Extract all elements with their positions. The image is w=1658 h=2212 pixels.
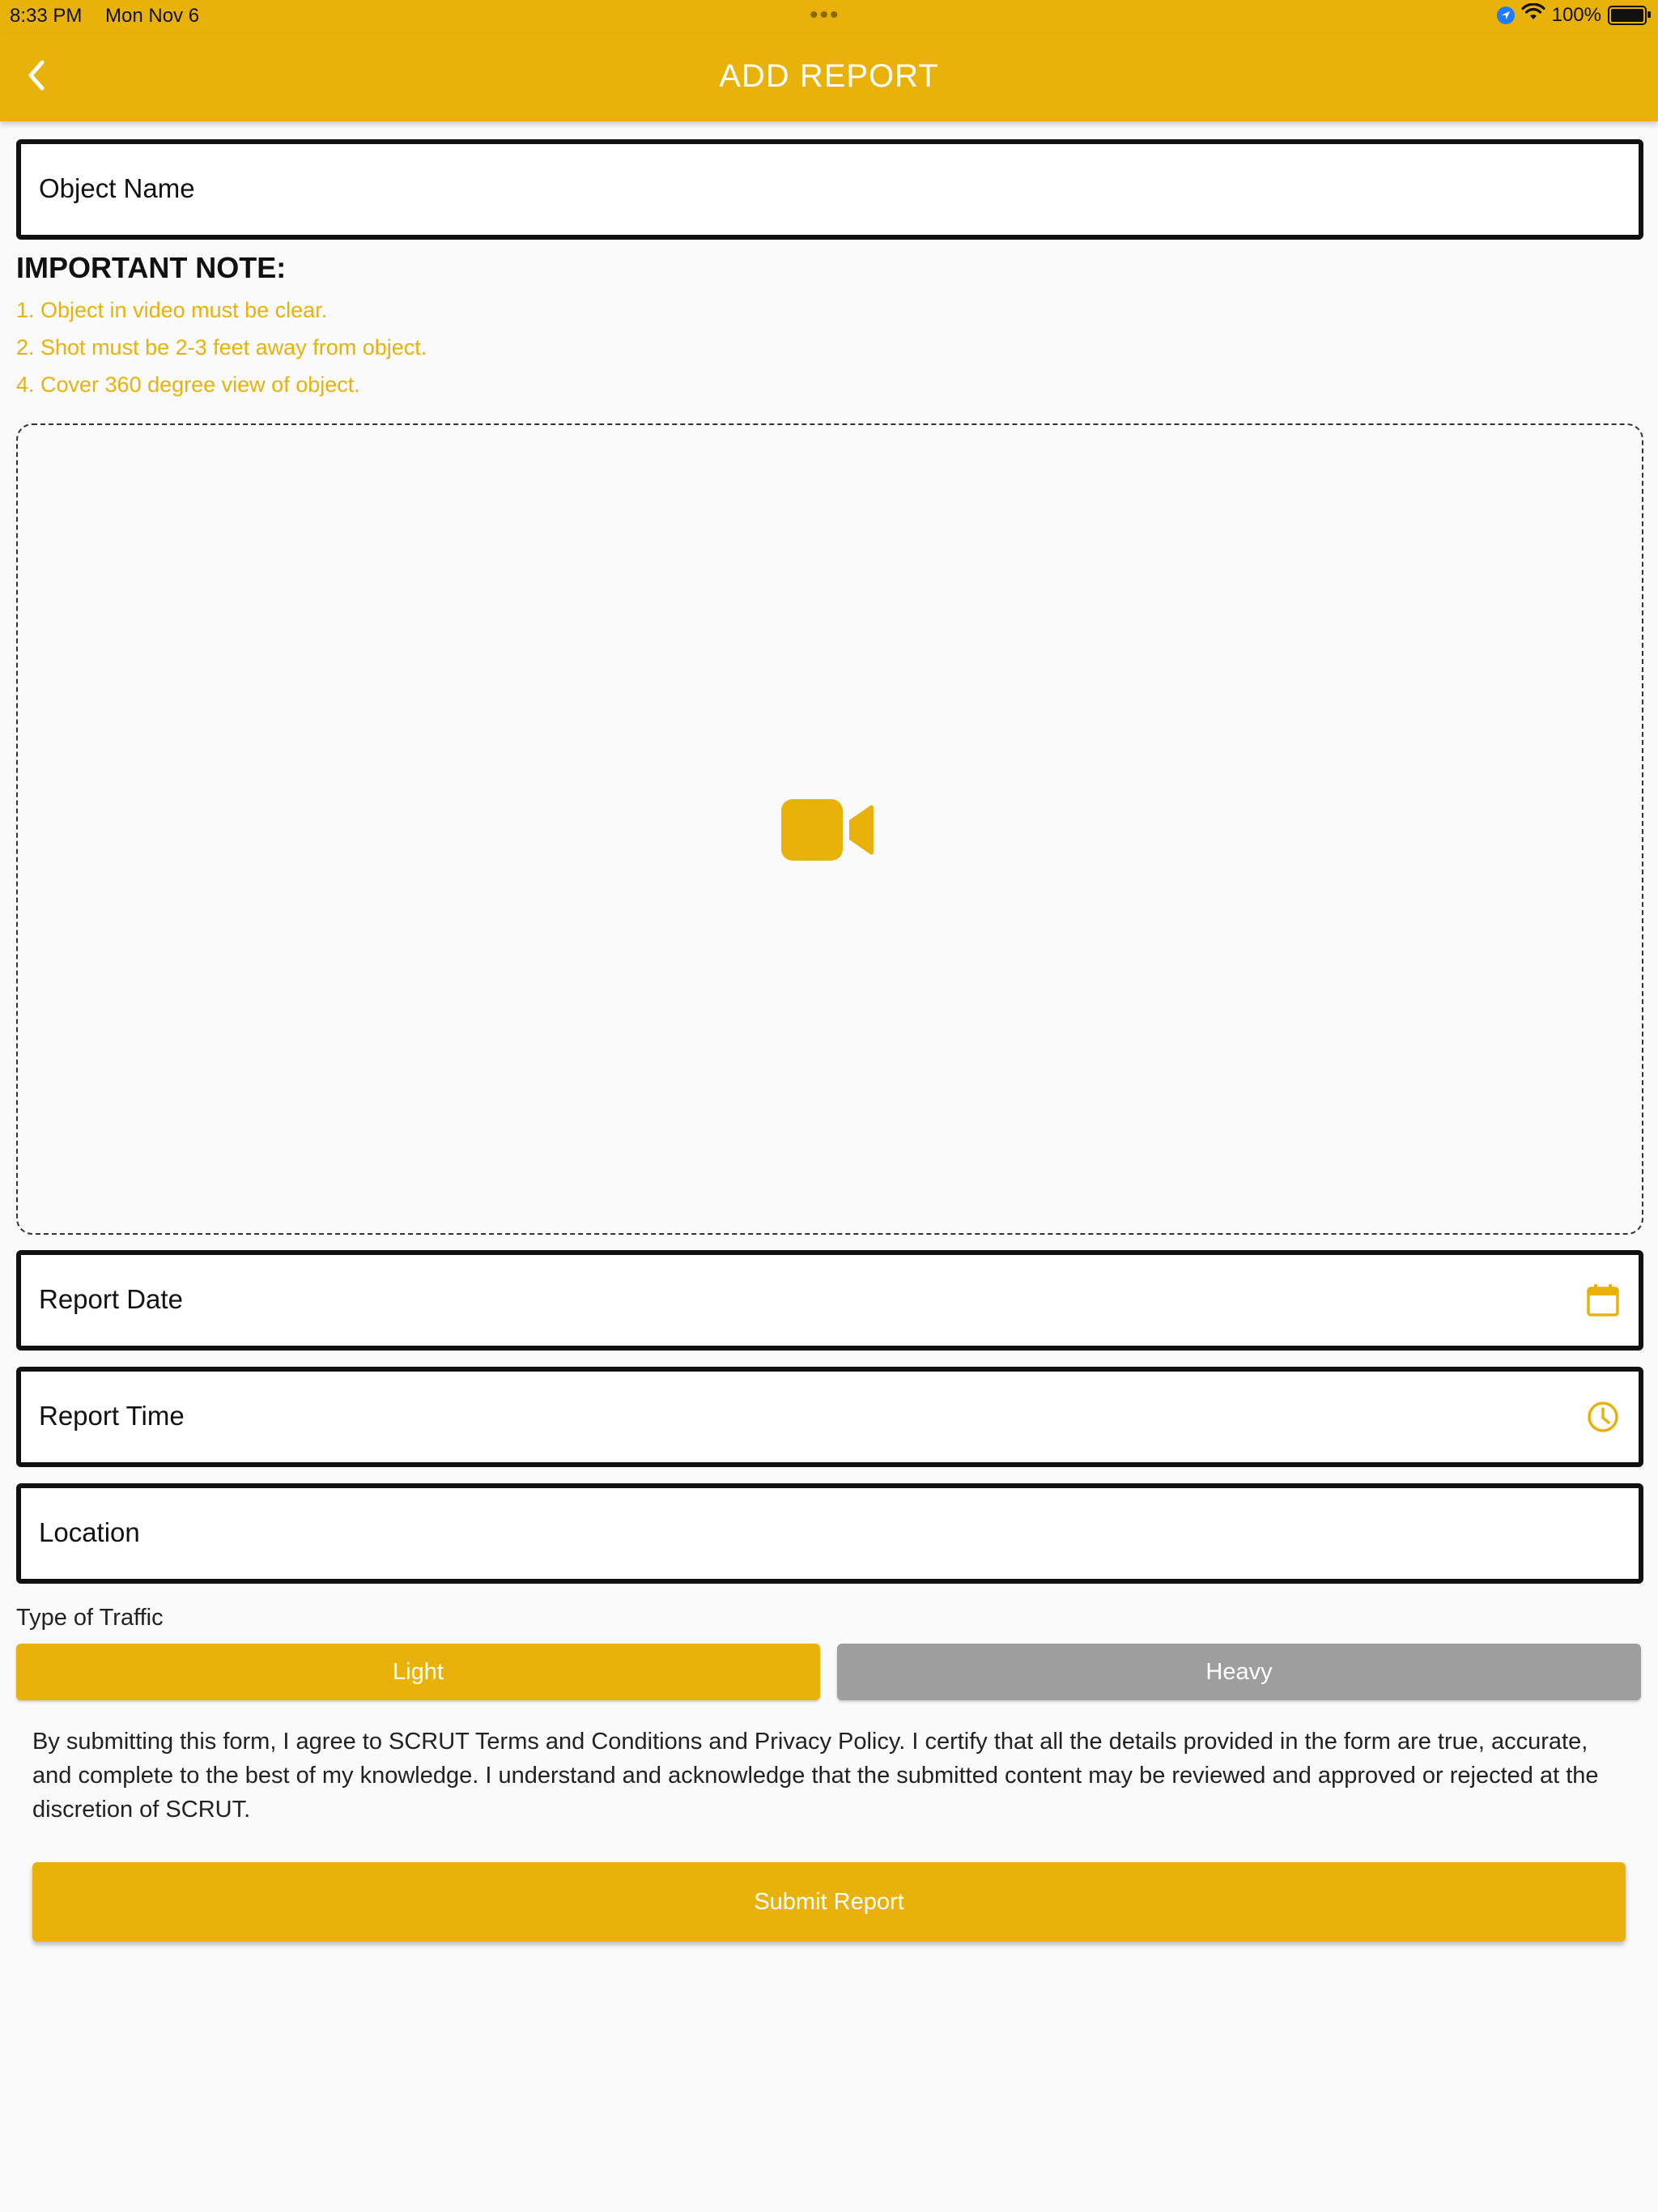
status-date: Mon Nov 6 [105,5,200,27]
traffic-type-label: Type of Traffic [16,1605,164,1631]
note-item: 4. Cover 360 degree view of object. [16,372,360,397]
report-time-field[interactable] [16,1367,1643,1467]
report-date-placeholder: Report Date [39,1284,183,1314]
page-title: ADD REPORT [719,58,939,94]
report-time-placeholder: Report Time [39,1401,185,1431]
submit-report-button[interactable]: Submit Report [32,1862,1626,1942]
wifi-icon [1521,3,1545,27]
multitasking-dots-icon[interactable]: ••• [810,2,840,28]
terms-text: By submitting this form, I agree to SCRUT Terms and Conditions and Privacy Policy. I certify that all the details provided in the form are true, accurate, and complete to the best of my knowledge. I understand and acknowledge that the submitted content may be reviewed and approved or rejected at the discretion of SCRUT. [32,1729,1599,1823]
location-arrow-icon [1497,6,1515,24]
important-note-title: IMPORTANT NOTE: [16,251,287,284]
clock-icon[interactable] [1585,1399,1621,1435]
battery-percent: 100% [1551,3,1601,26]
object-name-field[interactable] [16,139,1643,240]
status-indicators [1497,3,1647,27]
status-bar [0,0,1658,34]
location-placeholder: Location [39,1517,140,1547]
note-item: 1. Object in video must be clear. [16,298,328,322]
video-camera-icon[interactable] [781,799,874,861]
object-name-placeholder: Object Name [39,173,195,203]
app-bar [0,34,1658,121]
location-field[interactable] [16,1483,1643,1584]
traffic-heavy-button[interactable]: Heavy [837,1644,1641,1700]
traffic-light-button[interactable]: Light [16,1644,820,1700]
calendar-icon[interactable] [1585,1283,1621,1318]
status-time: 8:33 PM [10,5,83,27]
report-date-field[interactable] [16,1250,1643,1351]
battery-icon [1608,6,1647,25]
note-item: 2. Shot must be 2-3 feet away from object. [16,335,427,359]
